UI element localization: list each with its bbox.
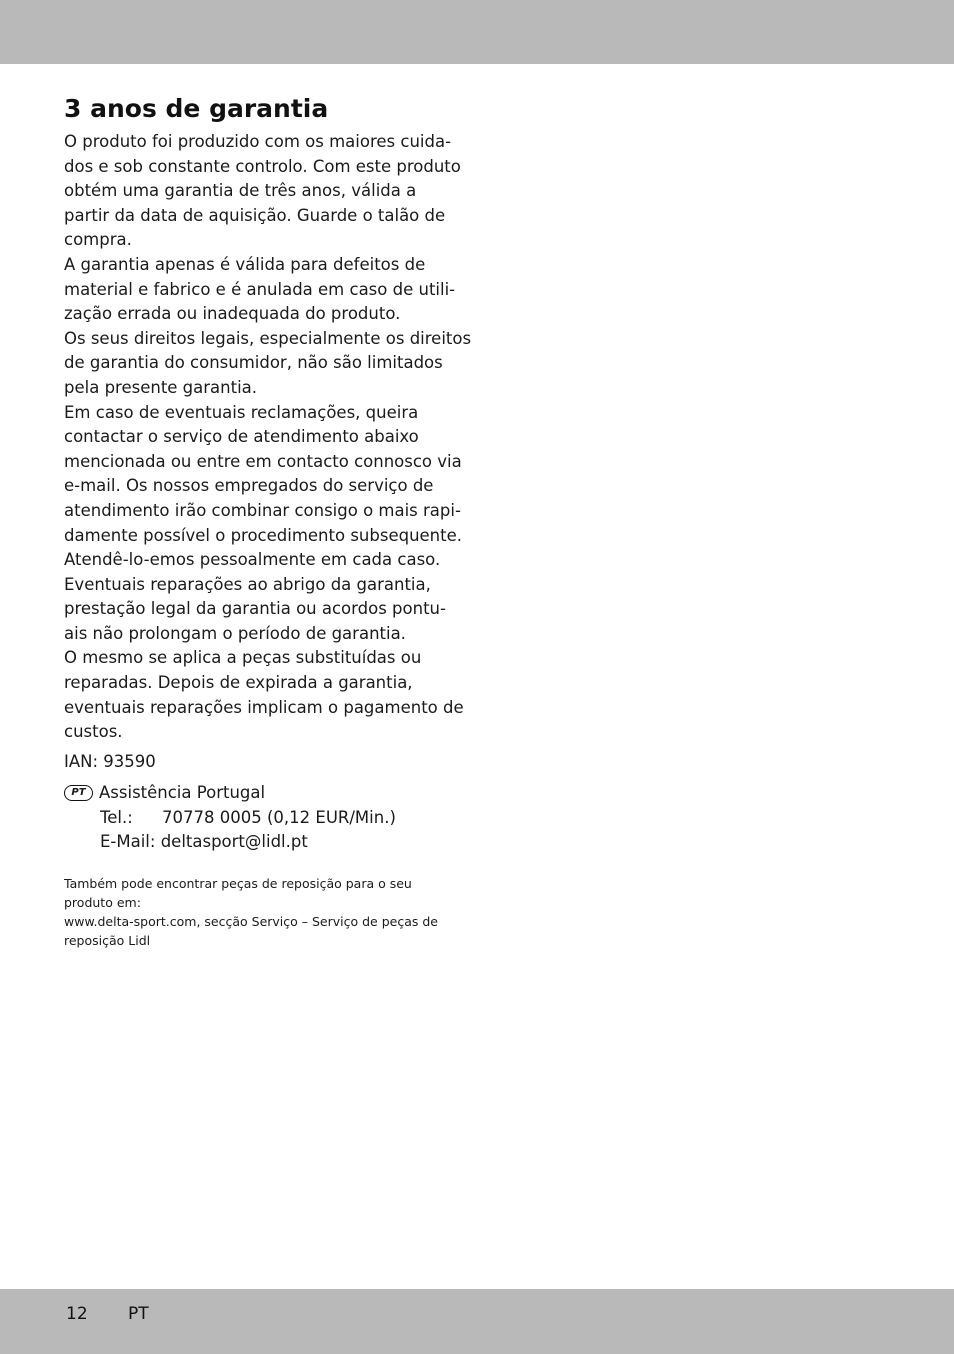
text-line: O produto foi produzido com os maiores cuida-: [64, 132, 452, 151]
text-line: pela presente garantia.: [64, 377, 258, 397]
email-address: E-Mail: deltasport@lidl.pt: [100, 832, 308, 852]
text-line: Em caso de eventuais reclamações, queira: [64, 402, 419, 422]
text-line: Atendê-lo-emos pessoalmente em cada caso.: [64, 550, 441, 570]
service-contact: [64, 781, 396, 855]
text-line: damente possível o procedimento subsequente.: [64, 525, 463, 545]
note-line: Também pode encontrar peças de reposição para o seu: [64, 876, 412, 891]
service-name: Assistência Portugal: [99, 783, 266, 802]
email-row: [64, 830, 396, 855]
warranty-text: [64, 130, 472, 745]
text-line: Os seus direitos legais, especialmente os direitos: [64, 328, 472, 348]
note-line: www.delta-sport.com, secção Serviço – Serviço de peças de: [64, 914, 438, 929]
text-line: material e fabrico e é anulada em caso de utili-: [64, 279, 456, 299]
note-line: produto em:: [64, 895, 141, 910]
phone-row: [64, 806, 396, 831]
text-line: mencionada ou entre em contacto connosco via: [64, 451, 462, 471]
text-line: de garantia do consumidor, não são limitados: [64, 353, 443, 373]
text-line: compra.: [64, 230, 132, 250]
ian-number: IAN: 93590: [64, 752, 156, 771]
text-line: zação errada ou inadequada do produto.: [64, 304, 401, 324]
text-line: dos e sob constante controlo. Com este produto: [64, 156, 461, 176]
service-name-row: [64, 781, 396, 806]
text-line: Eventuais reparações ao abrigo da garantia,: [64, 574, 431, 594]
text-line: custos.: [64, 722, 123, 742]
language-code: PT: [128, 1304, 149, 1324]
country-badge-icon: PT: [64, 785, 93, 801]
text-line: e-mail. Os nossos empregados do serviço de: [64, 476, 434, 496]
text-line: ais não prolongam o período de garantia.: [64, 623, 406, 643]
phone-label: Tel.:: [100, 807, 133, 827]
note-line: reposição Lidl: [64, 933, 151, 948]
text-line: contactar o serviço de atendimento abaixo: [64, 427, 419, 447]
text-line: partir da data de aquisição. Guarde o talão de: [64, 205, 446, 225]
text-line: eventuais reparações implicam o pagamento de: [64, 697, 464, 717]
page-title: 3 anos de garantia: [64, 94, 329, 123]
phone-number: 70778 0005 (0,12 EUR/Min.): [162, 807, 396, 827]
text-line: A garantia apenas é válida para defeitos de: [64, 254, 426, 274]
text-line: prestação legal da garantia ou acordos pontu-: [64, 599, 446, 619]
spare-parts-note: [64, 874, 456, 950]
header-band: [0, 0, 954, 64]
text-line: O mesmo se aplica a peças substituídas ou: [64, 648, 422, 668]
page-number: 12: [66, 1304, 88, 1324]
text-line: atendimento irão combinar consigo o mais rapi-: [64, 500, 461, 520]
text-line: obtém uma garantia de três anos, válida a: [64, 181, 417, 201]
text-line: reparadas. Depois de expirada a garantia,: [64, 673, 413, 693]
